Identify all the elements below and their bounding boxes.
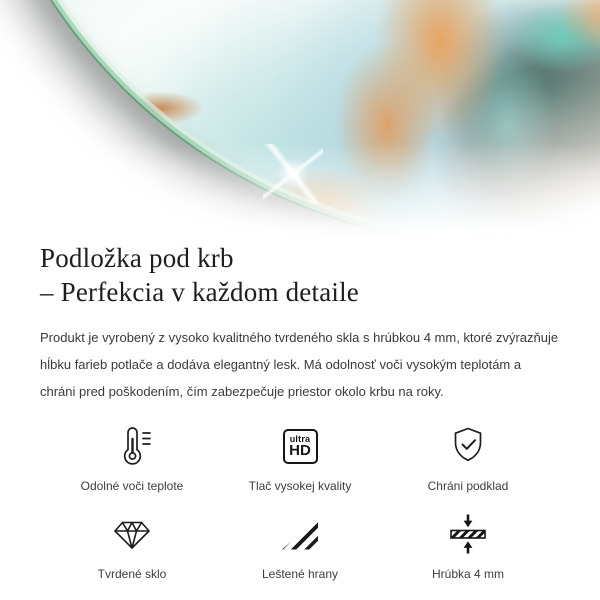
icon-box [108, 510, 156, 558]
feature-label: Tvrdené sklo [97, 567, 167, 581]
feature-label: Leštené hrany [261, 567, 339, 581]
icon-box [108, 422, 156, 470]
icon-box [444, 510, 492, 558]
feature-print-quality [216, 422, 384, 494]
ultra-hd-icon-text-top: ultra [289, 434, 311, 444]
page-title-line2: – Perfekcia v každom detaile [40, 277, 359, 307]
feature-thickness [384, 510, 552, 582]
ultra-hd-icon [283, 429, 318, 464]
icon-box [444, 422, 492, 470]
polished-edge-stripes-icon [282, 519, 318, 550]
feature-label: Hrúbka 4 mm [431, 567, 505, 581]
feature-label: Chráni podklad [427, 479, 509, 493]
feature-heat-resistant [48, 422, 216, 494]
thermometer-icon [108, 422, 156, 470]
page-title [40, 241, 560, 309]
glass-disc-image [0, 0, 600, 238]
icon-box [283, 422, 318, 470]
features-grid [40, 422, 560, 582]
product-description: Produkt je vyrobený z vysoko kvalitného tvrdeného skla s hrúbkou 4 mm, ktoré zvýrazňuje hĺbku farieb potlače a dodáva elegantný lesk. Má odolnosť voči vysokým teplotám a chráni pred poškodením, čím zabezpečuje priestor okolo krbu na roky. [40, 330, 559, 399]
shield-check-icon [444, 422, 492, 470]
feature-label: Odolné voči teplote [80, 479, 184, 493]
ultra-hd-icon-text-bottom: HD [289, 442, 311, 459]
feature-label: Tlač vysokej kvality [248, 479, 352, 493]
content-section [0, 241, 600, 582]
feature-polished-edges [216, 510, 384, 582]
product-hero-image [0, 0, 600, 238]
icon-box [282, 510, 318, 558]
thickness-press-icon [444, 510, 492, 558]
diamond-icon [108, 510, 156, 558]
feature-protects-base [384, 422, 552, 494]
page-title-line1: Podložka pod krb [40, 243, 234, 273]
feature-tempered-glass [48, 510, 216, 582]
